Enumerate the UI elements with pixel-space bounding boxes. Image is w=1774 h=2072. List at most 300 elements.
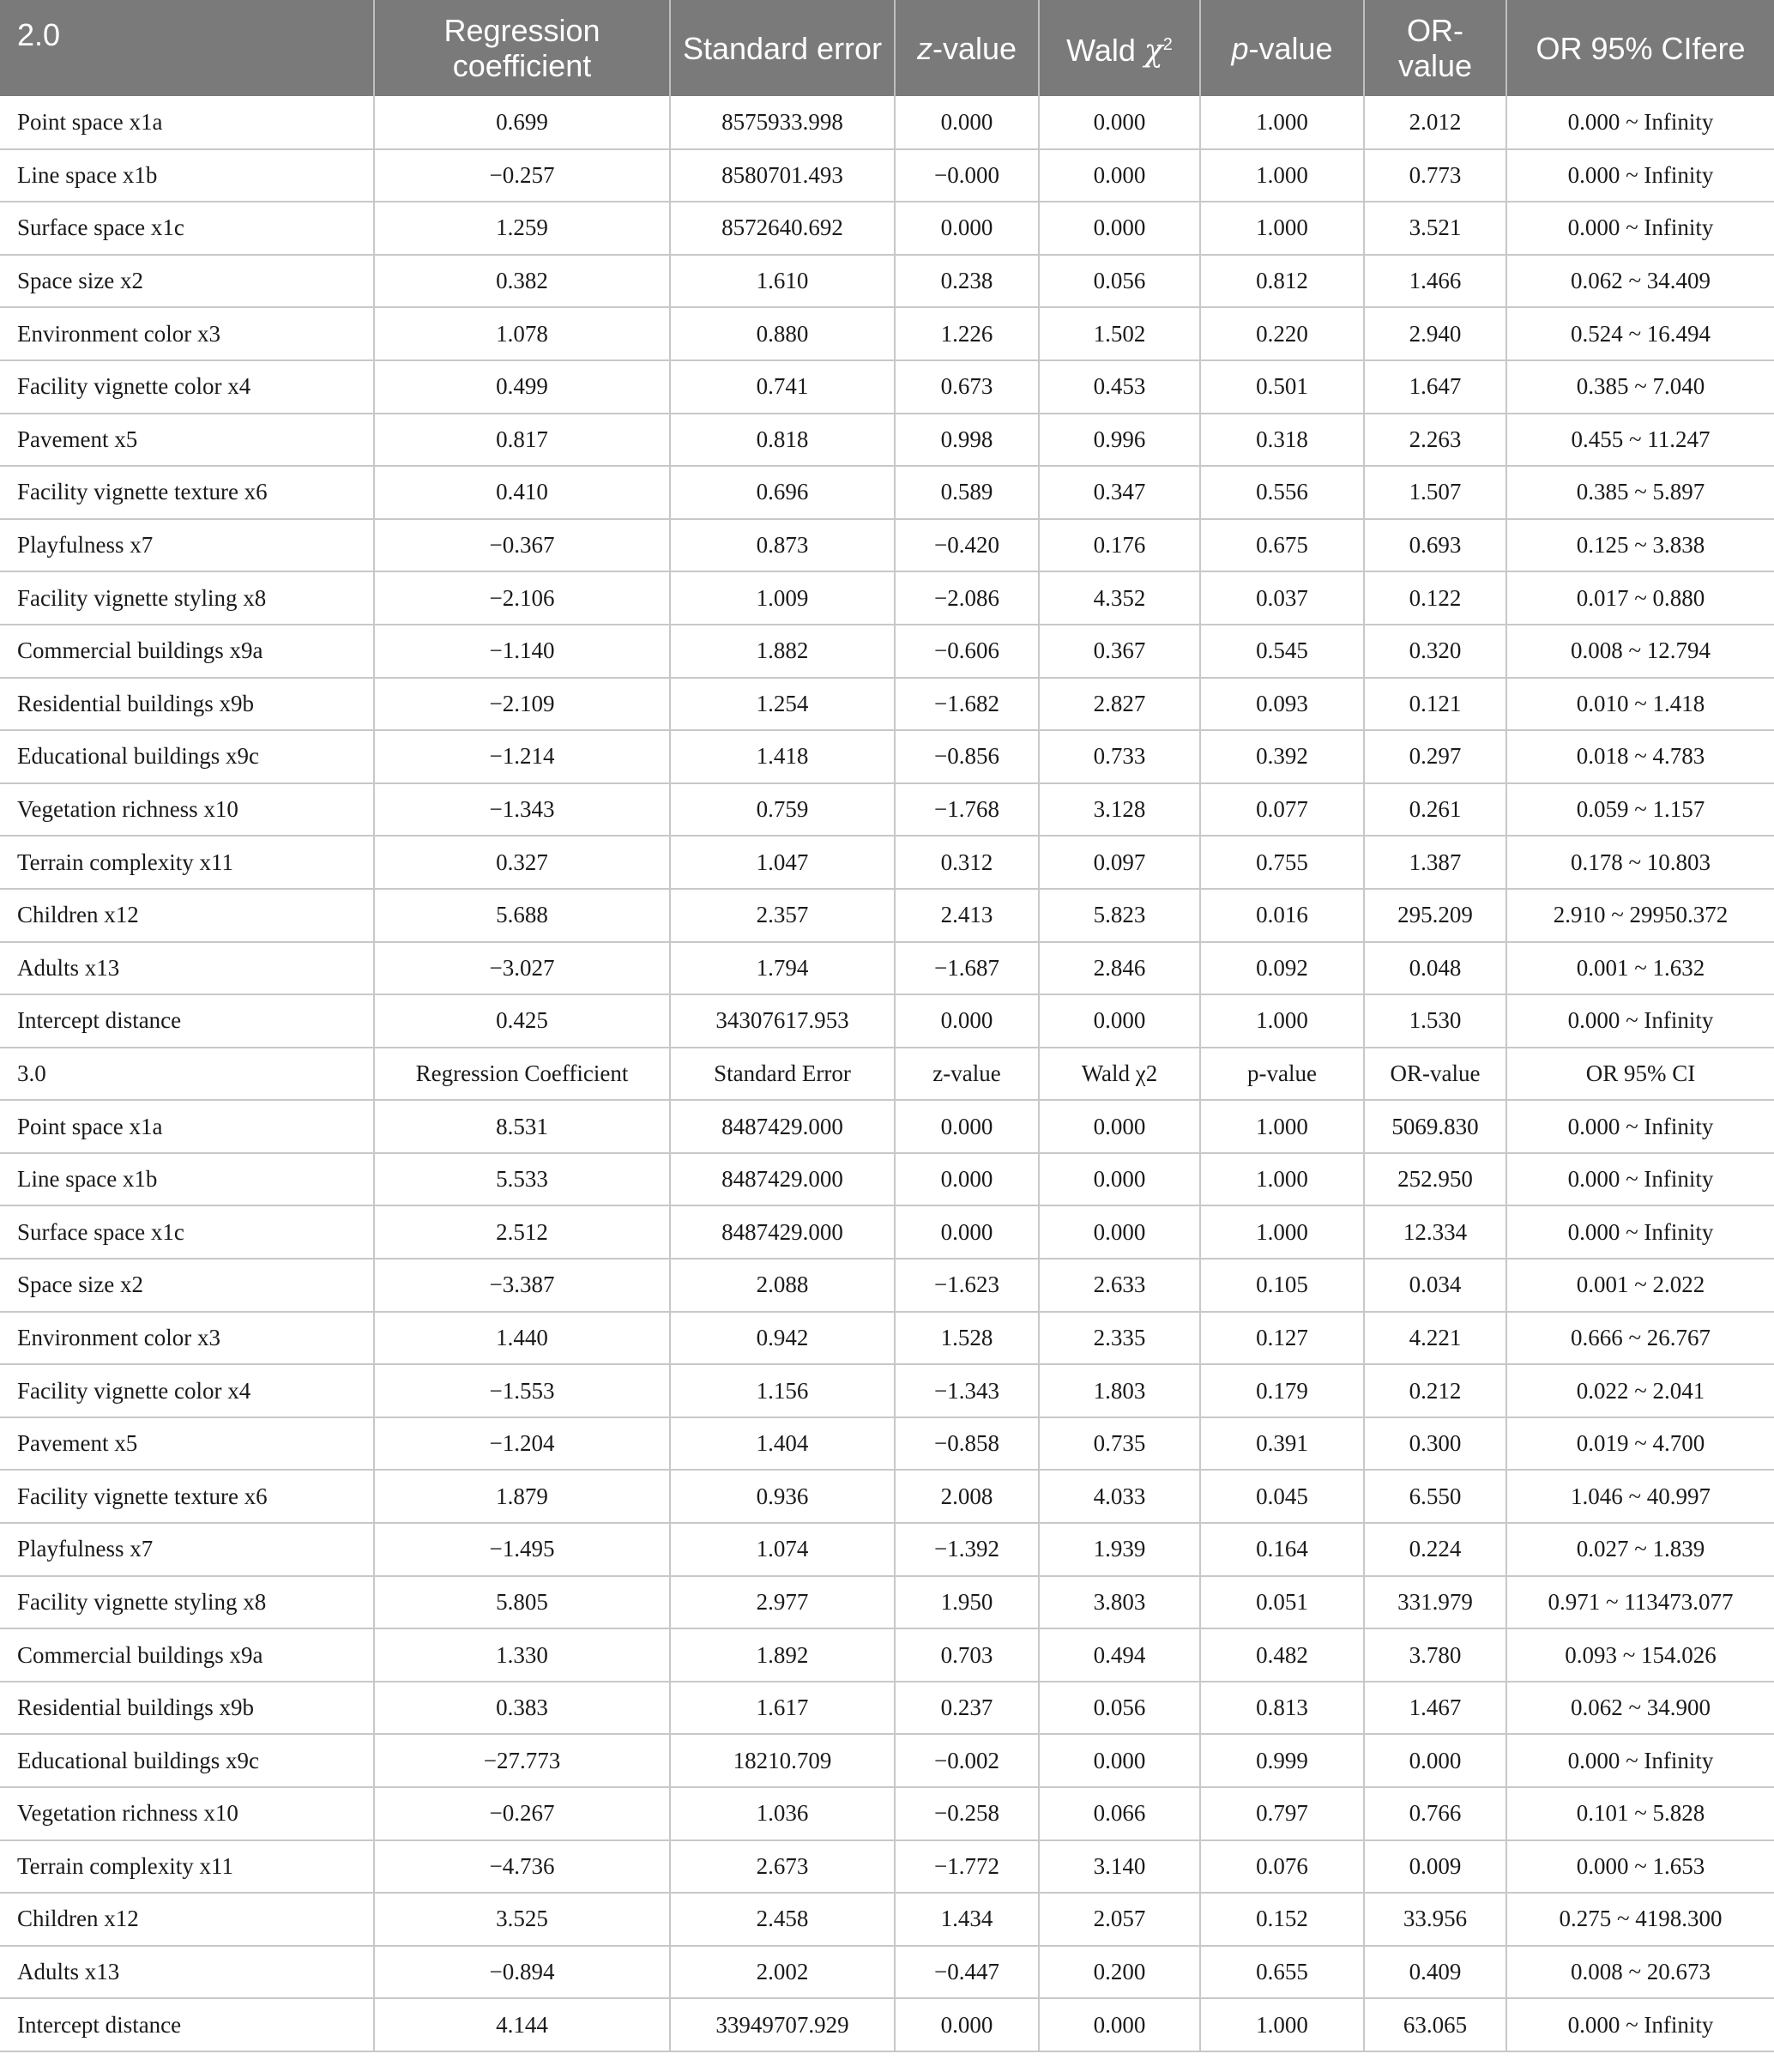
cell-wald-chi2: 4.352	[1039, 571, 1200, 625]
cell-variable: Children x12	[0, 889, 374, 942]
cell-standard-error: 0.936	[670, 1470, 895, 1523]
cell-or-value: 0.693	[1364, 519, 1506, 572]
cell-or-ci: 0.000 ~ Infinity	[1506, 1100, 1774, 1153]
cell-p-value: 1.000	[1200, 1998, 1364, 2051]
cell-regression-coefficient: −0.257	[374, 149, 670, 202]
header-or-value: OR-value	[1364, 0, 1506, 96]
cell-variable: Line space x1b	[0, 149, 374, 202]
cell-or-value: 6.550	[1364, 1470, 1506, 1523]
cell-standard-error: 1.156	[670, 1364, 895, 1417]
cell-z-value: 0.000	[895, 994, 1039, 1048]
cell-variable: Intercept distance	[0, 994, 374, 1048]
cell-p-value: 0.093	[1200, 678, 1364, 731]
cell-regression-coefficient: 1.259	[374, 202, 670, 255]
cell-or-ci: 0.000 ~ Infinity	[1506, 149, 1774, 202]
cell-or-ci: 0.001 ~ 2.022	[1506, 1259, 1774, 1312]
cell-z-value: −1.392	[895, 1523, 1039, 1576]
header-or-ci: OR 95% CIfere	[1506, 0, 1774, 96]
cell-or-ci: 0.000 ~ Infinity	[1506, 994, 1774, 1048]
cell-p-value: 0.076	[1200, 1840, 1364, 1894]
table-row	[0, 1682, 1774, 1735]
table-row	[0, 678, 1774, 731]
cell-standard-error: 0.942	[670, 1312, 895, 1365]
cell-regression-coefficient: 0.382	[374, 255, 670, 308]
cell-z-value: 0.238	[895, 255, 1039, 308]
cell-variable: Space size x2	[0, 1259, 374, 1312]
table-row	[0, 994, 1774, 1048]
table-row	[0, 1417, 1774, 1471]
cell-standard-error: 1.617	[670, 1682, 895, 1735]
cell-variable: Terrain complexity x11	[0, 836, 374, 889]
cell-z-value: −2.086	[895, 571, 1039, 625]
cell-wald-chi2: 2.827	[1039, 678, 1200, 731]
header-p-value-italic: p	[1231, 30, 1249, 66]
cell-standard-error: 34307617.953	[670, 994, 895, 1048]
cell-or-ci: 0.666 ~ 26.767	[1506, 1312, 1774, 1365]
cell-or-value: 33.956	[1364, 1893, 1506, 1946]
cell-z-value: 0.312	[895, 836, 1039, 889]
cell-standard-error: 0.880	[670, 307, 895, 360]
cell-or-ci: 0.000 ~ Infinity	[1506, 202, 1774, 255]
table-row	[0, 466, 1774, 519]
cell-standard-error: 8572640.692	[670, 202, 895, 255]
cell-wald-chi2: 0.000	[1039, 1153, 1200, 1206]
cell-regression-coefficient: 0.499	[374, 360, 670, 414]
cell-or-value: 2.263	[1364, 414, 1506, 467]
cell-regression-coefficient: −2.106	[374, 571, 670, 625]
cell-wald-chi2: 2.057	[1039, 1893, 1200, 1946]
table-row	[0, 1523, 1774, 1576]
cell-variable: Educational buildings x9c	[0, 1734, 374, 1787]
cell-regression-coefficient: −0.367	[374, 519, 670, 572]
cell-variable: Adults x13	[0, 1946, 374, 1999]
table-row	[0, 96, 1774, 149]
table-row	[0, 360, 1774, 414]
table-row	[0, 1840, 1774, 1894]
cell-standard-error: 8580701.493	[670, 149, 895, 202]
cell-standard-error: 1.074	[670, 1523, 895, 1576]
cell-standard-error: 18210.709	[670, 1734, 895, 1787]
table-row	[0, 1048, 1774, 1101]
cell-wald-chi2: 0.000	[1039, 1100, 1200, 1153]
cell-z-value: −1.682	[895, 678, 1039, 731]
cell-or-ci: 0.125 ~ 3.838	[1506, 519, 1774, 572]
cell-standard-error: 0.741	[670, 360, 895, 414]
cell-or-ci: 0.062 ~ 34.900	[1506, 1682, 1774, 1735]
cell-standard-error: 1.009	[670, 571, 895, 625]
cell-p-value: 1.000	[1200, 994, 1364, 1048]
cell-or-ci: 0.022 ~ 2.041	[1506, 1364, 1774, 1417]
cell-variable: Vegetation richness x10	[0, 1787, 374, 1840]
cell-standard-error: 2.977	[670, 1576, 895, 1629]
cell-or-value: 252.950	[1364, 1153, 1506, 1206]
cell-wald-chi2: 5.823	[1039, 889, 1200, 942]
cell-regression-coefficient: −1.204	[374, 1417, 670, 1471]
table-row	[0, 255, 1774, 308]
cell-variable: Adults x13	[0, 942, 374, 995]
cell-p-value: 0.092	[1200, 942, 1364, 995]
cell-wald-chi2: 0.200	[1039, 1946, 1200, 1999]
cell-variable: Pavement x5	[0, 414, 374, 467]
cell-variable: Space size x2	[0, 255, 374, 308]
cell-or-ci: 0.000 ~ Infinity	[1506, 1998, 1774, 2051]
cell-or-ci: 0.062 ~ 34.409	[1506, 255, 1774, 308]
cell-wald-chi2: 1.803	[1039, 1364, 1200, 1417]
cell-or-value: 0.000	[1364, 1734, 1506, 1787]
cell-z-value: 0.000	[895, 202, 1039, 255]
cell-p-value: 1.000	[1200, 96, 1364, 149]
cell-wald-chi2: Wald χ2	[1039, 1048, 1200, 1101]
cell-regression-coefficient: 1.879	[374, 1470, 670, 1523]
header-row	[0, 0, 1774, 96]
cell-variable: Point space x1a	[0, 96, 374, 149]
cell-z-value: 2.413	[895, 889, 1039, 942]
cell-or-value: 0.122	[1364, 571, 1506, 625]
cell-wald-chi2: 0.000	[1039, 202, 1200, 255]
table-row	[0, 730, 1774, 783]
cell-or-ci: 0.000 ~ Infinity	[1506, 1153, 1774, 1206]
cell-p-value: 0.482	[1200, 1628, 1364, 1682]
cell-z-value: 0.000	[895, 1205, 1039, 1259]
cell-z-value: z-value	[895, 1048, 1039, 1101]
header-regression-coefficient: Regression coefficient	[374, 0, 670, 96]
cell-variable: Residential buildings x9b	[0, 678, 374, 731]
cell-standard-error: 8487429.000	[670, 1153, 895, 1206]
header-wald-sup: 2	[1162, 35, 1173, 54]
cell-variable: Facility vignette texture x6	[0, 1470, 374, 1523]
cell-standard-error: 0.873	[670, 519, 895, 572]
cell-or-ci: 2.910 ~ 29950.372	[1506, 889, 1774, 942]
cell-z-value: 0.000	[895, 1998, 1039, 2051]
cell-or-ci: 0.385 ~ 5.897	[1506, 466, 1774, 519]
cell-or-value: 1.647	[1364, 360, 1506, 414]
table-row	[0, 1893, 1774, 1946]
cell-z-value: −0.447	[895, 1946, 1039, 1999]
cell-z-value: 0.703	[895, 1628, 1039, 1682]
cell-variable: Commercial buildings x9a	[0, 1628, 374, 1682]
cell-or-ci: 0.093 ~ 154.026	[1506, 1628, 1774, 1682]
table-row	[0, 1259, 1774, 1312]
cell-regression-coefficient: 0.383	[374, 1682, 670, 1735]
cell-or-value: 2.940	[1364, 307, 1506, 360]
cell-regression-coefficient: 1.330	[374, 1628, 670, 1682]
cell-or-ci: 0.059 ~ 1.157	[1506, 783, 1774, 837]
table-header	[0, 0, 1774, 96]
cell-regression-coefficient: 1.440	[374, 1312, 670, 1365]
header-z-value-italic: z	[916, 30, 932, 66]
cell-wald-chi2: 0.735	[1039, 1417, 1200, 1471]
cell-standard-error: 1.892	[670, 1628, 895, 1682]
cell-or-value: 0.048	[1364, 942, 1506, 995]
cell-standard-error: 2.088	[670, 1259, 895, 1312]
cell-or-value: 0.121	[1364, 678, 1506, 731]
cell-p-value: 0.813	[1200, 1682, 1364, 1735]
header-z-value-rest: -value	[932, 30, 1017, 66]
cell-or-ci: 0.008 ~ 12.794	[1506, 625, 1774, 678]
cell-z-value: 0.998	[895, 414, 1039, 467]
cell-or-ci: 0.971 ~ 113473.077	[1506, 1576, 1774, 1629]
cell-standard-error: 2.002	[670, 1946, 895, 1999]
cell-wald-chi2: 0.097	[1039, 836, 1200, 889]
cell-p-value: 1.000	[1200, 1100, 1364, 1153]
table-row	[0, 1100, 1774, 1153]
cell-p-value: 0.152	[1200, 1893, 1364, 1946]
cell-or-value: 1.467	[1364, 1682, 1506, 1735]
cell-regression-coefficient: −4.736	[374, 1840, 670, 1894]
cell-or-ci: 0.275 ~ 4198.300	[1506, 1893, 1774, 1946]
cell-variable: Facility vignette color x4	[0, 360, 374, 414]
cell-p-value: p-value	[1200, 1048, 1364, 1101]
cell-wald-chi2: 4.033	[1039, 1470, 1200, 1523]
cell-or-value: 0.300	[1364, 1417, 1506, 1471]
table-row	[0, 307, 1774, 360]
cell-z-value: 0.000	[895, 96, 1039, 149]
cell-p-value: 0.051	[1200, 1576, 1364, 1629]
cell-or-value: 0.320	[1364, 625, 1506, 678]
cell-variable: Point space x1a	[0, 1100, 374, 1153]
cell-regression-coefficient: −1.214	[374, 730, 670, 783]
cell-regression-coefficient: 1.078	[374, 307, 670, 360]
cell-or-value: 1.530	[1364, 994, 1506, 1048]
cell-standard-error: 2.458	[670, 1893, 895, 1946]
cell-or-value: 1.507	[1364, 466, 1506, 519]
cell-wald-chi2: 0.000	[1039, 1998, 1200, 2051]
cell-variable: Environment color x3	[0, 1312, 374, 1365]
cell-variable: Playfulness x7	[0, 519, 374, 572]
cell-wald-chi2: 0.347	[1039, 466, 1200, 519]
cell-wald-chi2: 1.939	[1039, 1523, 1200, 1576]
cell-z-value: 1.950	[895, 1576, 1039, 1629]
cell-wald-chi2: 2.633	[1039, 1259, 1200, 1312]
cell-z-value: 1.226	[895, 307, 1039, 360]
cell-p-value: 0.501	[1200, 360, 1364, 414]
cell-p-value: 0.164	[1200, 1523, 1364, 1576]
cell-variable: Pavement x5	[0, 1417, 374, 1471]
cell-regression-coefficient: 0.425	[374, 994, 670, 1048]
table-row	[0, 1998, 1774, 2051]
cell-p-value: 0.812	[1200, 255, 1364, 308]
cell-wald-chi2: 0.494	[1039, 1628, 1200, 1682]
cell-regression-coefficient: −1.553	[374, 1364, 670, 1417]
cell-p-value: 0.675	[1200, 519, 1364, 572]
cell-p-value: 0.037	[1200, 571, 1364, 625]
cell-wald-chi2: 0.367	[1039, 625, 1200, 678]
cell-standard-error: 1.404	[670, 1417, 895, 1471]
cell-or-ci: 0.019 ~ 4.700	[1506, 1417, 1774, 1471]
cell-regression-coefficient: 0.410	[374, 466, 670, 519]
cell-z-value: −0.000	[895, 149, 1039, 202]
cell-or-ci: 0.000 ~ Infinity	[1506, 1205, 1774, 1259]
cell-or-ci: 0.001 ~ 1.632	[1506, 942, 1774, 995]
cell-p-value: 1.000	[1200, 149, 1364, 202]
cell-z-value: −1.768	[895, 783, 1039, 837]
cell-standard-error: 1.036	[670, 1787, 895, 1840]
cell-wald-chi2: 1.502	[1039, 307, 1200, 360]
cell-or-value: 0.261	[1364, 783, 1506, 837]
cell-or-value: 3.780	[1364, 1628, 1506, 1682]
cell-wald-chi2: 3.140	[1039, 1840, 1200, 1894]
header-model: 2.0	[0, 0, 374, 96]
cell-standard-error: 2.673	[670, 1840, 895, 1894]
cell-variable: Terrain complexity x11	[0, 1840, 374, 1894]
cell-p-value: 0.179	[1200, 1364, 1364, 1417]
cell-variable: Facility vignette styling x8	[0, 1576, 374, 1629]
cell-or-value: 0.766	[1364, 1787, 1506, 1840]
cell-regression-coefficient: 0.699	[374, 96, 670, 149]
cell-regression-coefficient: −1.495	[374, 1523, 670, 1576]
cell-standard-error: 1.794	[670, 942, 895, 995]
cell-z-value: −1.343	[895, 1364, 1039, 1417]
table-row	[0, 1787, 1774, 1840]
cell-p-value: 0.392	[1200, 730, 1364, 783]
cell-wald-chi2: 0.996	[1039, 414, 1200, 467]
cell-or-ci: 0.178 ~ 10.803	[1506, 836, 1774, 889]
cell-regression-coefficient: 5.533	[374, 1153, 670, 1206]
cell-wald-chi2: 0.056	[1039, 1682, 1200, 1735]
cell-or-value: 0.009	[1364, 1840, 1506, 1894]
cell-p-value: 0.127	[1200, 1312, 1364, 1365]
cell-z-value: 0.237	[895, 1682, 1039, 1735]
table-row	[0, 414, 1774, 467]
table-row	[0, 1628, 1774, 1682]
cell-z-value: 2.008	[895, 1470, 1039, 1523]
cell-or-value: 3.521	[1364, 202, 1506, 255]
cell-variable: 3.0	[0, 1048, 374, 1101]
table-row	[0, 571, 1774, 625]
cell-standard-error: 8487429.000	[670, 1205, 895, 1259]
cell-p-value: 1.000	[1200, 202, 1364, 255]
cell-variable: Facility vignette color x4	[0, 1364, 374, 1417]
cell-p-value: 0.755	[1200, 836, 1364, 889]
cell-wald-chi2: 3.128	[1039, 783, 1200, 837]
cell-wald-chi2: 2.335	[1039, 1312, 1200, 1365]
cell-regression-coefficient: 8.531	[374, 1100, 670, 1153]
cell-regression-coefficient: 0.327	[374, 836, 670, 889]
cell-variable: Educational buildings x9c	[0, 730, 374, 783]
cell-z-value: −0.258	[895, 1787, 1039, 1840]
header-wald-chi2	[1039, 0, 1200, 96]
cell-z-value: −1.623	[895, 1259, 1039, 1312]
cell-or-ci: 0.027 ~ 1.839	[1506, 1523, 1774, 1576]
cell-standard-error: 1.047	[670, 836, 895, 889]
cell-or-value: 2.012	[1364, 96, 1506, 149]
cell-regression-coefficient: 0.817	[374, 414, 670, 467]
cell-wald-chi2: 0.000	[1039, 1734, 1200, 1787]
cell-z-value: −0.420	[895, 519, 1039, 572]
cell-standard-error: 2.357	[670, 889, 895, 942]
cell-z-value: 1.434	[895, 1893, 1039, 1946]
cell-p-value: 0.655	[1200, 1946, 1364, 1999]
cell-p-value: 1.000	[1200, 1153, 1364, 1206]
cell-p-value: 0.999	[1200, 1734, 1364, 1787]
cell-or-value: 1.466	[1364, 255, 1506, 308]
cell-or-value: 1.387	[1364, 836, 1506, 889]
cell-wald-chi2: 0.176	[1039, 519, 1200, 572]
cell-z-value: 0.673	[895, 360, 1039, 414]
cell-z-value: −0.002	[895, 1734, 1039, 1787]
table-row	[0, 1576, 1774, 1629]
cell-variable: Environment color x3	[0, 307, 374, 360]
cell-p-value: 0.556	[1200, 466, 1364, 519]
cell-variable: Surface space x1c	[0, 1205, 374, 1259]
cell-wald-chi2: 2.846	[1039, 942, 1200, 995]
cell-z-value: −1.772	[895, 1840, 1039, 1894]
cell-z-value: −0.856	[895, 730, 1039, 783]
cell-regression-coefficient: −0.894	[374, 1946, 670, 1999]
cell-or-ci: 1.046 ~ 40.997	[1506, 1470, 1774, 1523]
cell-or-value: 331.979	[1364, 1576, 1506, 1629]
cell-standard-error: 1.418	[670, 730, 895, 783]
cell-standard-error: 0.696	[670, 466, 895, 519]
cell-or-value: 12.334	[1364, 1205, 1506, 1259]
cell-regression-coefficient: −27.773	[374, 1734, 670, 1787]
cell-or-ci: 0.000 ~ Infinity	[1506, 1734, 1774, 1787]
cell-or-ci: OR 95% CI	[1506, 1048, 1774, 1101]
table-row	[0, 519, 1774, 572]
cell-regression-coefficient: −3.387	[374, 1259, 670, 1312]
cell-p-value: 0.391	[1200, 1417, 1364, 1471]
cell-or-ci: 0.455 ~ 11.247	[1506, 414, 1774, 467]
cell-or-value: 0.773	[1364, 149, 1506, 202]
cell-standard-error: 1.254	[670, 678, 895, 731]
cell-variable: Line space x1b	[0, 1153, 374, 1206]
cell-regression-coefficient: −1.140	[374, 625, 670, 678]
header-z-value	[895, 0, 1039, 96]
table-row	[0, 1205, 1774, 1259]
cell-p-value: 0.220	[1200, 307, 1364, 360]
cell-variable: Children x12	[0, 1893, 374, 1946]
cell-regression-coefficient: −3.027	[374, 942, 670, 995]
cell-regression-coefficient: −1.343	[374, 783, 670, 837]
cell-wald-chi2: 0.453	[1039, 360, 1200, 414]
cell-or-value: 0.224	[1364, 1523, 1506, 1576]
cell-regression-coefficient: Regression Coefficient	[374, 1048, 670, 1101]
cell-p-value: 1.000	[1200, 1205, 1364, 1259]
cell-regression-coefficient: 2.512	[374, 1205, 670, 1259]
cell-z-value: 1.528	[895, 1312, 1039, 1365]
cell-standard-error: 8487429.000	[670, 1100, 895, 1153]
cell-z-value: −0.606	[895, 625, 1039, 678]
cell-regression-coefficient: −0.267	[374, 1787, 670, 1840]
cell-wald-chi2: 0.000	[1039, 96, 1200, 149]
table-body	[0, 96, 1774, 2051]
table-row	[0, 1734, 1774, 1787]
table-row	[0, 1470, 1774, 1523]
cell-p-value: 0.045	[1200, 1470, 1364, 1523]
cell-or-value: 295.209	[1364, 889, 1506, 942]
cell-p-value: 0.797	[1200, 1787, 1364, 1840]
cell-standard-error: 33949707.929	[670, 1998, 895, 2051]
cell-p-value: 0.105	[1200, 1259, 1364, 1312]
cell-wald-chi2: 0.056	[1039, 255, 1200, 308]
cell-variable: Playfulness x7	[0, 1523, 374, 1576]
cell-or-value: 0.212	[1364, 1364, 1506, 1417]
cell-variable: Intercept distance	[0, 1998, 374, 2051]
cell-variable: Residential buildings x9b	[0, 1682, 374, 1735]
cell-or-value: 63.065	[1364, 1998, 1506, 2051]
cell-or-value: 0.409	[1364, 1946, 1506, 1999]
cell-variable: Facility vignette styling x8	[0, 571, 374, 625]
table-row	[0, 625, 1774, 678]
cell-wald-chi2: 0.000	[1039, 1205, 1200, 1259]
cell-or-value: 0.034	[1364, 1259, 1506, 1312]
cell-p-value: 0.077	[1200, 783, 1364, 837]
cell-variable: Commercial buildings x9a	[0, 625, 374, 678]
cell-or-ci: 0.101 ~ 5.828	[1506, 1787, 1774, 1840]
cell-or-ci: 0.018 ~ 4.783	[1506, 730, 1774, 783]
table-row	[0, 1364, 1774, 1417]
table-row	[0, 149, 1774, 202]
